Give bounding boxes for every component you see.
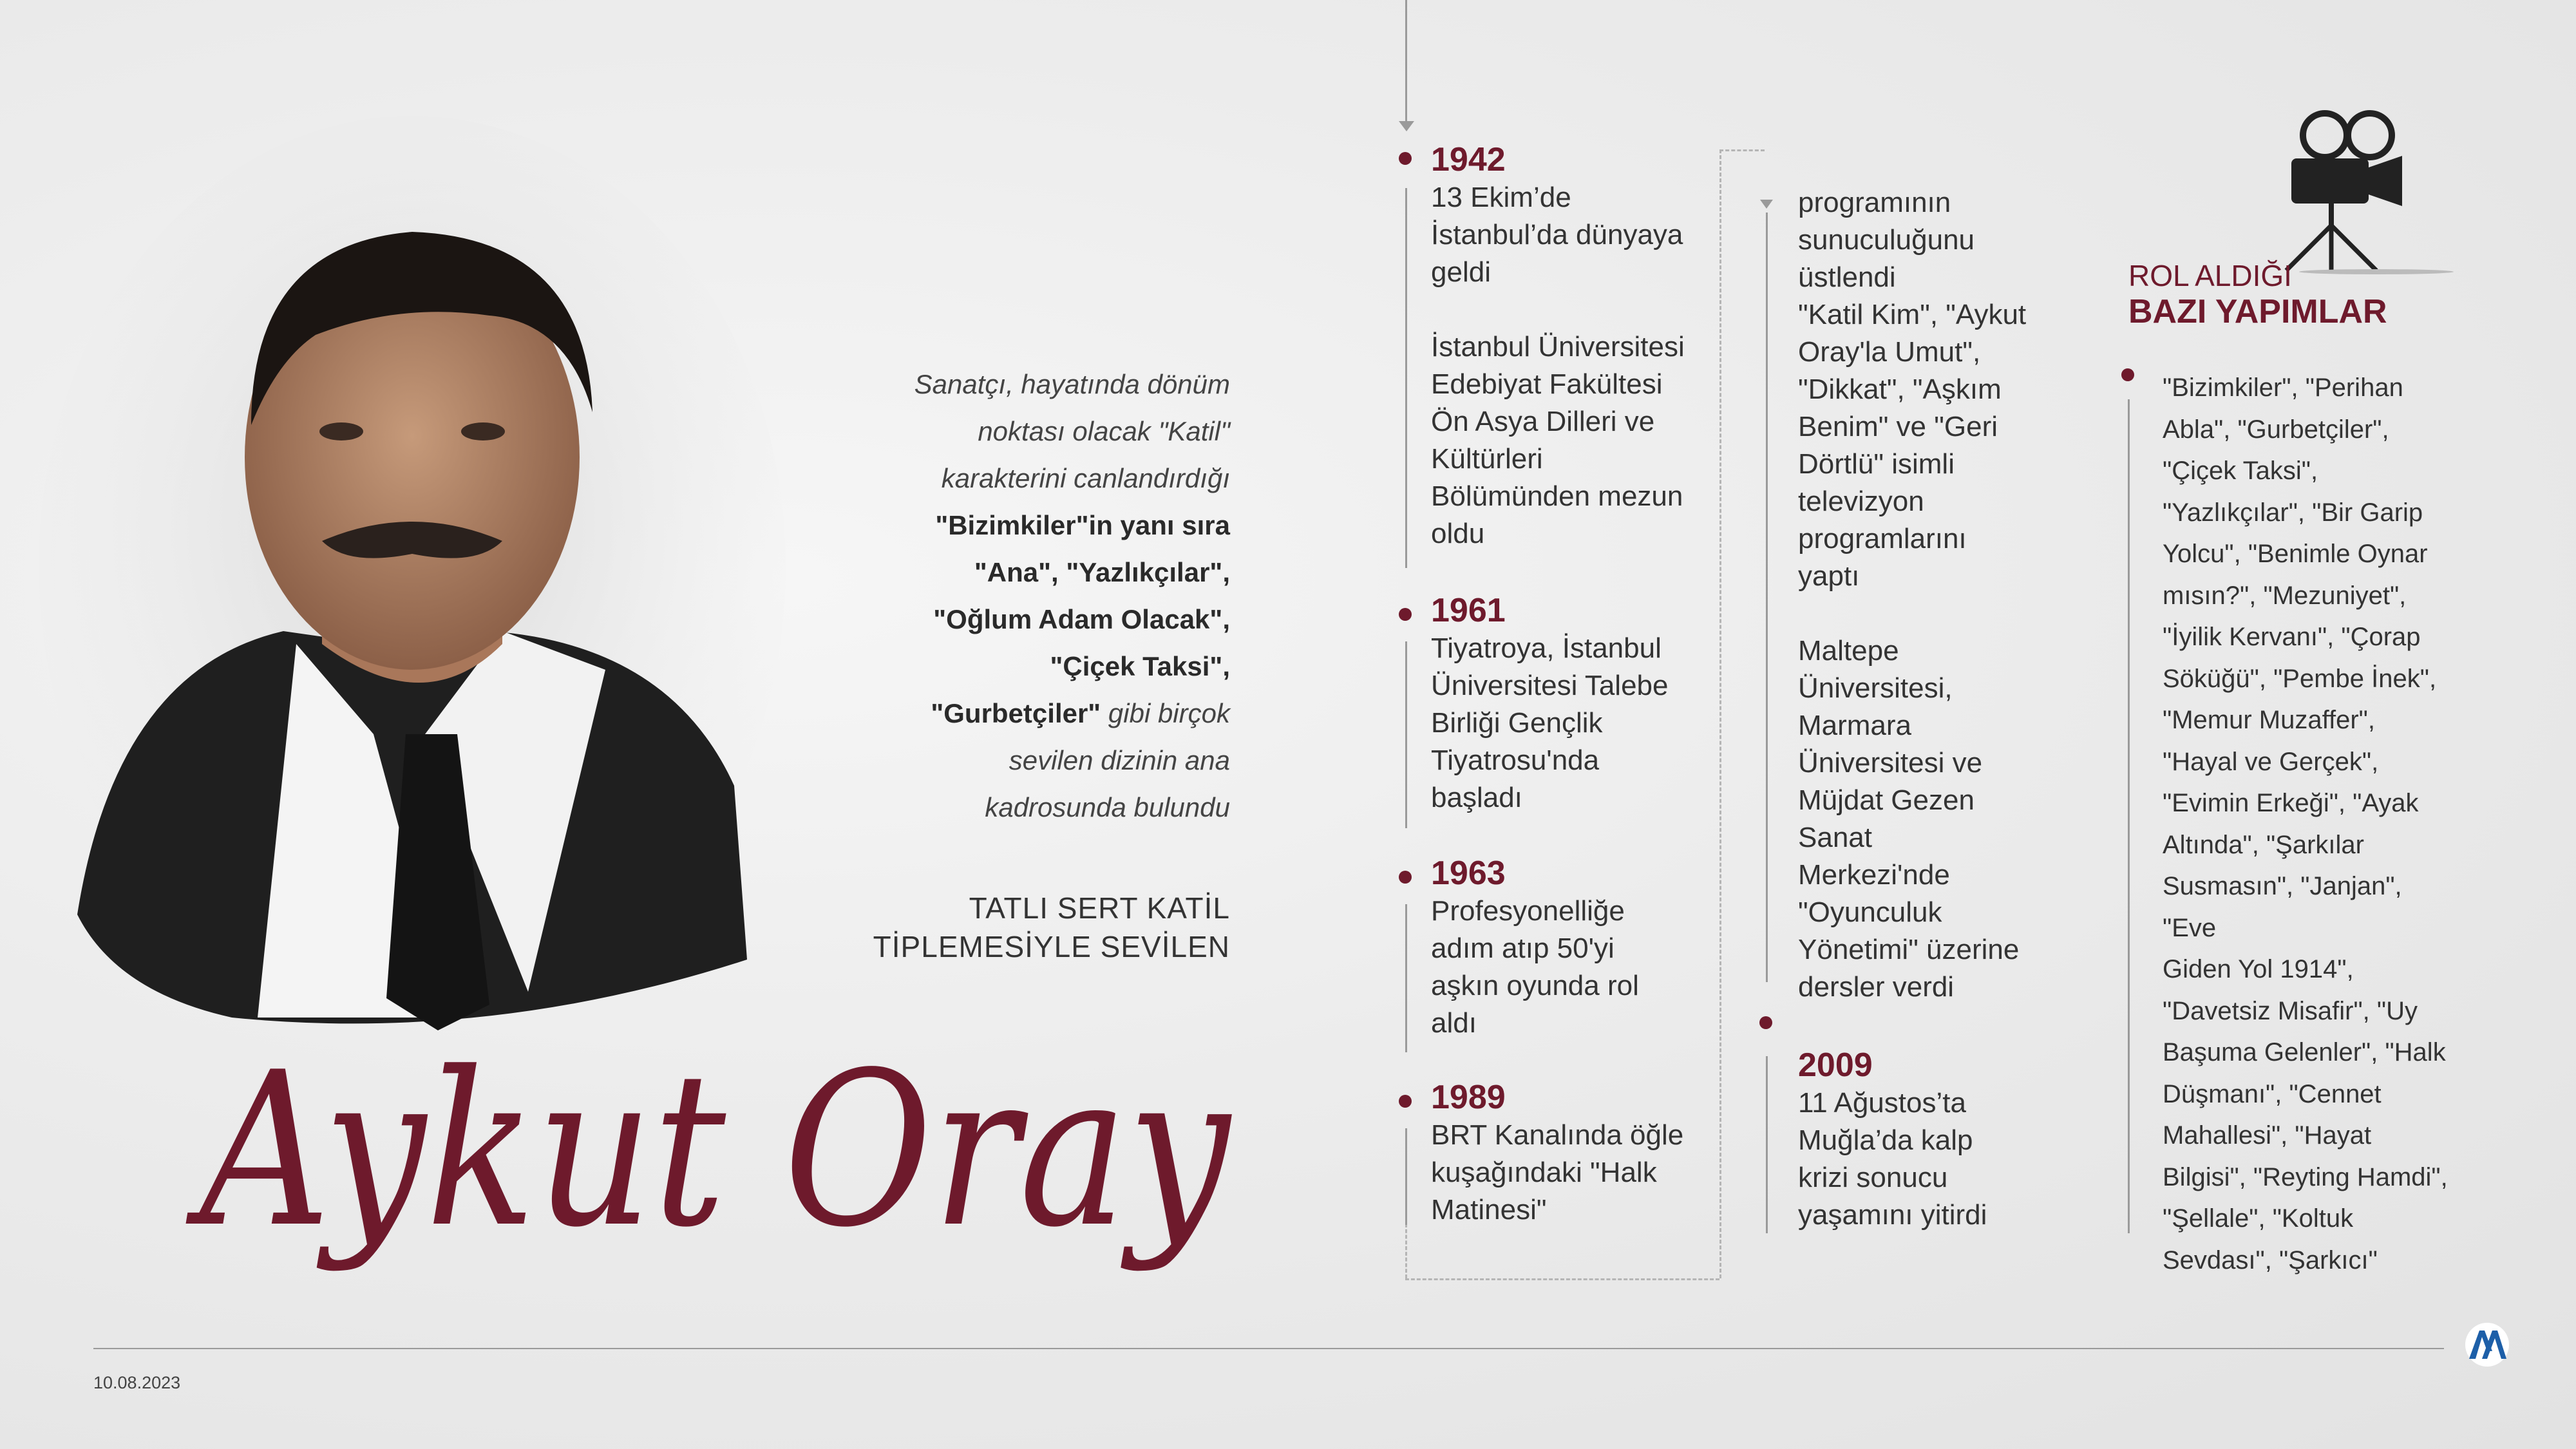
timeline-text: "Oyunculuk bbox=[1798, 896, 1942, 928]
timeline-text: aşkın oyunda rol bbox=[1431, 970, 1639, 1001]
timeline-text: Üniversitesi ve bbox=[1798, 747, 1983, 779]
timeline-text: sunuculuğunu bbox=[1798, 224, 1975, 256]
timeline-text: programının bbox=[1798, 187, 1951, 218]
roles-line-text: "İyilik Kervanı", "Çorap bbox=[2163, 623, 2421, 651]
roles-line-text: "Bizimkiler", "Perihan bbox=[2163, 374, 2403, 402]
roles-heading-bold: BAZI YAPIMLAR bbox=[2128, 293, 2387, 330]
timeline-text: programlarını bbox=[1798, 523, 1967, 554]
roles-line-text: "Evimin Erkeği", "Ayak bbox=[2163, 789, 2419, 817]
film-camera-icon bbox=[2280, 103, 2460, 277]
roles-line bbox=[2128, 399, 2130, 1233]
roles-line-text: Düşmanı", "Cennet bbox=[2163, 1079, 2382, 1108]
tagline-line: TİPLEMESİYLE SEVİLEN bbox=[873, 930, 1230, 963]
roles-line-text: Abla", "Gurbetçiler", bbox=[2163, 415, 2389, 444]
roles-line-text: Giden Yol 1914", bbox=[2163, 955, 2354, 983]
quote-line-bold: "Gurbetçiler" bbox=[931, 698, 1101, 728]
timeline-text: geldi bbox=[1431, 256, 1491, 288]
timeline-text: "Dikkat", "Aşkım bbox=[1798, 374, 2002, 405]
timeline-text: yaptı bbox=[1798, 560, 1860, 592]
timeline-text: Bölümünden mezun bbox=[1431, 480, 1683, 512]
roles-line-text: mısın?", "Mezuniyet", bbox=[2163, 581, 2407, 610]
timeline-text: Birliği Gençlik bbox=[1431, 707, 1603, 739]
timeline-dot bbox=[1399, 152, 1412, 165]
timeline-text: Üniversitesi, bbox=[1798, 672, 1953, 704]
timeline-entry-1961 bbox=[1431, 591, 1714, 817]
footer-divider bbox=[93, 1348, 2444, 1349]
roles-line-text: Sevdası", "Şarkıcı" bbox=[2163, 1245, 2378, 1274]
quote-line: noktası olacak "Katil" bbox=[978, 416, 1230, 446]
quote-line: sevilen dizinin ana bbox=[1009, 745, 1230, 775]
quote-line: Sanatçı, hayatında dönüm bbox=[914, 369, 1230, 399]
timeline-line bbox=[1405, 904, 1407, 1052]
timeline-dot bbox=[1759, 1016, 1772, 1029]
roles-line-text: Yolcu", "Benimle Oynar bbox=[2163, 540, 2428, 568]
timeline-text: Profesyonelliğe bbox=[1431, 895, 1625, 927]
timeline-text: Üniversitesi Talebe bbox=[1431, 670, 1669, 701]
timeline-connector-vertical bbox=[1719, 149, 1721, 1278]
timeline-text: Kültürleri bbox=[1431, 443, 1543, 475]
roles-line-text: Altında", "Şarkılar bbox=[2163, 830, 2364, 859]
timeline-text: İstanbul’da dünyaya bbox=[1431, 219, 1683, 251]
timeline-connector-left bbox=[1405, 1224, 1407, 1278]
portrait-photo bbox=[39, 155, 786, 1043]
timeline-line bbox=[1405, 188, 1407, 568]
timeline-dot bbox=[1399, 1095, 1412, 1108]
timeline-text: Muğla’da kalp bbox=[1798, 1124, 1973, 1156]
roles-line-text: "Çiçek Taksi", bbox=[2163, 457, 2318, 485]
timeline-entry-continued bbox=[1798, 184, 2069, 1006]
timeline-text: "Katil Kim", "Aykut bbox=[1798, 299, 2027, 330]
roles-list bbox=[2163, 367, 2459, 1281]
roles-line-text: Bilgisi", "Reyting Hamdi", bbox=[2163, 1162, 2448, 1191]
timeline-entry-1963 bbox=[1431, 854, 1714, 1042]
timeline-text: Dörtlü" isimli bbox=[1798, 448, 1955, 480]
quote-line: karakterini canlandırdığı bbox=[941, 463, 1230, 493]
roles-heading-line: ROL ALDIĞI bbox=[2128, 259, 2292, 292]
timeline-arrow-line bbox=[1405, 0, 1407, 122]
timeline-year: 2009 bbox=[1798, 1046, 1873, 1084]
timeline-entry-1942 bbox=[1431, 140, 1714, 553]
timeline-text: Marmara bbox=[1798, 710, 1912, 741]
name-signature bbox=[187, 985, 1243, 1294]
arrow-down-icon bbox=[1399, 121, 1414, 131]
quote-line-bold: "Bizimkiler"in yanı sıra bbox=[935, 510, 1230, 540]
quote-line-bold: "Ana", "Yazlıkçılar", bbox=[974, 557, 1230, 587]
roles-line-text: "Hayal ve Gerçek", bbox=[2163, 747, 2379, 776]
timeline-year: 1942 bbox=[1431, 141, 1506, 178]
timeline-dot bbox=[1399, 608, 1412, 621]
timeline-dot bbox=[1399, 871, 1412, 884]
quote-line: kadrosunda bulundu bbox=[985, 792, 1230, 822]
publish-date: 10.08.2023 bbox=[93, 1373, 181, 1392]
timeline-text: Tiyatroya, İstanbul bbox=[1431, 632, 1662, 664]
roles-line-text: Susmasın", "Janjan", "Eve bbox=[2163, 872, 2402, 942]
timeline-entry-2009 bbox=[1798, 1046, 2069, 1234]
timeline-text: Maltepe bbox=[1798, 635, 1899, 667]
roles-heading bbox=[2128, 258, 2387, 330]
timeline-text: televizyon bbox=[1798, 486, 1924, 517]
timeline-year: 1989 bbox=[1431, 1079, 1506, 1116]
timeline-text: 13 Ekim’de bbox=[1431, 182, 1571, 213]
timeline-text: Tiyatrosu'nda bbox=[1431, 744, 1600, 776]
timeline-text: adım atıp 50'yi bbox=[1431, 933, 1615, 964]
roles-line-text: Söküğü", "Pembe İnek", bbox=[2163, 664, 2437, 693]
timeline-entry-1989 bbox=[1431, 1078, 1714, 1229]
timeline-text: Müjdat Gezen bbox=[1798, 784, 1975, 816]
timeline-text: başladı bbox=[1431, 782, 1522, 813]
roles-dot bbox=[2121, 368, 2134, 381]
roles-line-text: "Memur Muzaffer", bbox=[2163, 706, 2375, 734]
timeline-connector-top bbox=[1719, 149, 1765, 151]
roles-line-text: "Yazlıkçılar", "Bir Garip bbox=[2163, 498, 2423, 527]
intro-quote bbox=[747, 361, 1230, 831]
tagline-line: TATLI SERT KATİL bbox=[969, 891, 1230, 925]
timeline-text: BRT Kanalında öğle bbox=[1431, 1119, 1684, 1151]
timeline-line bbox=[1405, 641, 1407, 828]
name-signature-text: Aykut Oray bbox=[185, 1027, 1233, 1274]
timeline-text: oldu bbox=[1431, 518, 1485, 549]
timeline-line bbox=[1766, 213, 1768, 982]
timeline-text: krizi sonucu bbox=[1798, 1162, 1948, 1193]
timeline-text: Oray'la Umut", bbox=[1798, 336, 1981, 368]
timeline-year: 1963 bbox=[1431, 855, 1506, 892]
timeline-text: dersler verdi bbox=[1798, 971, 1955, 1003]
roles-line-text: "Davetsiz Misafir", "Uy bbox=[2163, 996, 2418, 1025]
timeline-text: Benim" ve "Geri bbox=[1798, 411, 1998, 442]
timeline-text: Ön Asya Dilleri ve bbox=[1431, 406, 1655, 437]
quote-line: gibi birçok bbox=[1101, 698, 1230, 728]
timeline-text: kuşağındaki "Halk bbox=[1431, 1157, 1657, 1188]
timeline-text: Yönetimi" üzerine bbox=[1798, 934, 2020, 965]
tagline bbox=[747, 889, 1230, 966]
quote-line-bold: "Oğlum Adam Olacak", bbox=[933, 604, 1230, 634]
arrow-down-icon bbox=[1760, 200, 1773, 209]
roles-line-text: Mahallesi", "Hayat bbox=[2163, 1121, 2372, 1150]
timeline-text: Merkezi'nde bbox=[1798, 859, 1950, 891]
quote-line-bold: "Çiçek Taksi", bbox=[1050, 651, 1230, 681]
roles-line-text: Başuma Gelenler", "Halk bbox=[2163, 1038, 2446, 1066]
timeline-text: 11 Ağustos’ta bbox=[1798, 1087, 1966, 1119]
timeline-text: aldı bbox=[1431, 1007, 1477, 1039]
timeline-line bbox=[1766, 1056, 1768, 1233]
aa-logo-icon bbox=[2464, 1321, 2510, 1368]
timeline-text: Sanat bbox=[1798, 822, 1872, 853]
roles-line-text: "Şellale", "Koltuk bbox=[2163, 1204, 2354, 1233]
timeline-text: Matinesi" bbox=[1431, 1194, 1547, 1226]
timeline-text: yaşamını yitirdi bbox=[1798, 1199, 1987, 1231]
timeline-text: İstanbul Üniversitesi bbox=[1431, 331, 1685, 363]
timeline-year: 1961 bbox=[1431, 592, 1506, 629]
timeline-text: Edebiyat Fakültesi bbox=[1431, 368, 1663, 400]
timeline-text: üstlendi bbox=[1798, 261, 1896, 293]
timeline-line bbox=[1405, 1128, 1407, 1225]
